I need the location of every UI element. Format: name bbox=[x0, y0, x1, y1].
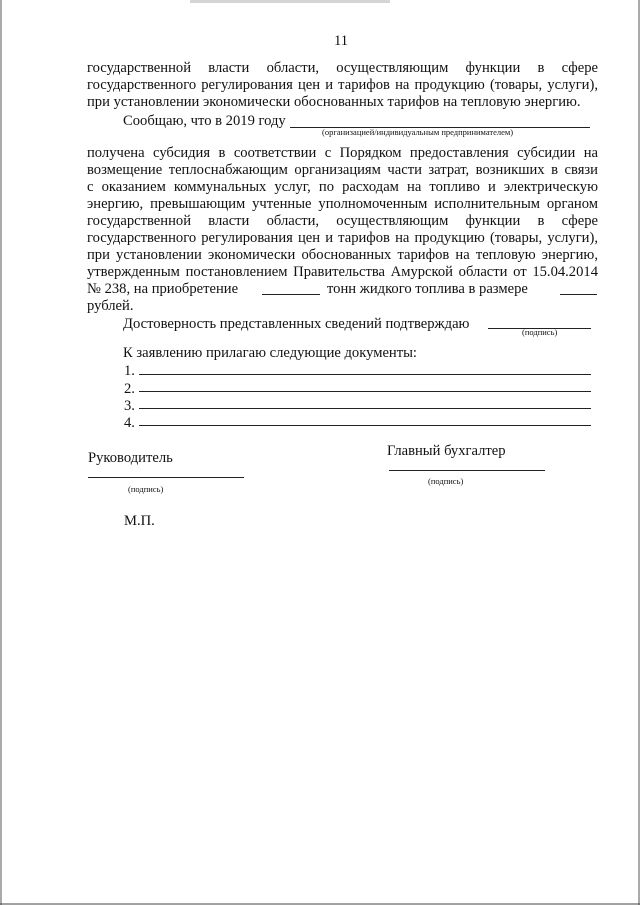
scan-edge-left bbox=[0, 0, 2, 905]
head-signature-caption: (подпись) bbox=[128, 484, 164, 494]
paragraph1-line-3: при установлении экономически обоснованных тарифов на тепловую энергию. bbox=[87, 94, 581, 110]
page-number: 11 bbox=[334, 33, 349, 49]
resolution-number-text: № 238, на приобретение bbox=[87, 281, 239, 297]
attachment-number-1: 1. bbox=[124, 363, 135, 379]
head-signature-line bbox=[88, 477, 244, 478]
attachment-number-3: 3. bbox=[124, 398, 135, 414]
paragraph1-line-1: государственной власти области, осуществляющим функции в сфере bbox=[87, 60, 598, 76]
stamp-label: М.П. bbox=[124, 513, 155, 529]
paragraph2-line-5: государственной власти области, осуществляющим функции в сфере bbox=[87, 213, 598, 229]
attachment-line-3 bbox=[139, 408, 591, 409]
paragraph2-line-3: с оказанием коммунальных услуг, по расходам на топливо и электрическую bbox=[87, 179, 598, 195]
attachment-number-4: 4. bbox=[124, 415, 135, 431]
attachment-line-1 bbox=[139, 374, 591, 375]
accountant-label: Главный бухгалтер bbox=[387, 443, 506, 459]
attachment-line-4 bbox=[139, 425, 591, 426]
head-label: Руководитель bbox=[88, 450, 173, 466]
accountant-signature-caption: (подпись) bbox=[428, 476, 464, 486]
attachments-title: К заявлению прилагаю следующие документы: bbox=[123, 345, 417, 361]
paragraph2-line-7: при установлении экономически обоснованных тарифов на тепловую энергию, bbox=[87, 247, 598, 263]
accountant-signature-line bbox=[389, 470, 545, 471]
paragraph2-line-4: энергию, превышающим учтенные уполномоченным исполнительным органом bbox=[87, 196, 598, 212]
report-intro: Сообщаю, что в 2019 году bbox=[123, 113, 286, 129]
confirmation-signature-caption: (подпись) bbox=[522, 327, 558, 337]
paragraph2-line-1: получена субсидия в соответствии с Порядком предоставления субсидии на bbox=[87, 145, 598, 161]
tons-text: тонн жидкого топлива в размере bbox=[327, 281, 528, 297]
paragraph2-line-6: государственного регулирования цен и тарифов на продукцию (товары, услуги), bbox=[87, 230, 598, 246]
attachment-number-2: 2. bbox=[124, 381, 135, 397]
rubles-text: рублей. bbox=[87, 298, 134, 314]
organization-caption: (организацией/индивидуальным предпринимателем) bbox=[322, 127, 514, 137]
confirmation-text: Достоверность представленных сведений подтверждаю bbox=[123, 316, 470, 332]
attachment-line-2 bbox=[139, 391, 591, 392]
paragraph2-line-2: возмещение теплоснабжающим организациям части затрат, возникших в связи bbox=[87, 162, 598, 178]
paragraph1-line-2: государственного регулирования цен и тарифов на продукцию (товары, услуги), bbox=[87, 77, 598, 93]
amount-blank bbox=[560, 294, 597, 295]
scan-edge-top bbox=[190, 0, 390, 3]
tons-blank bbox=[262, 294, 320, 295]
paragraph2-line-8: утвержденным постановлением Правительства Амурской области от 15.04.2014 bbox=[87, 264, 598, 280]
